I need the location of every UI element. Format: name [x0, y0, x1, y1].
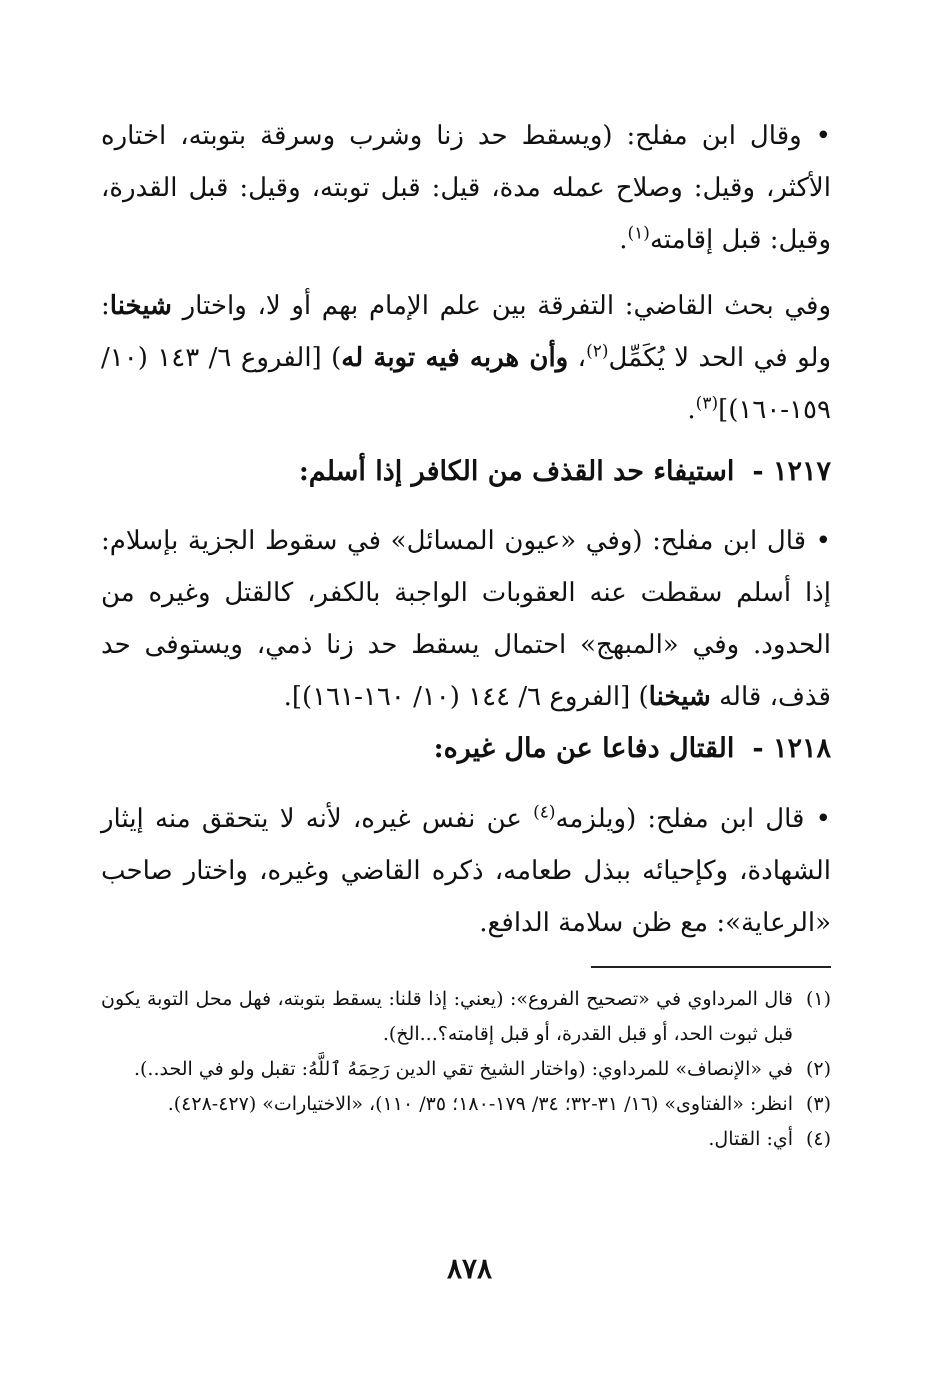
- section-heading-1218: [101, 729, 831, 769]
- footnote-text: قال المرداوي في «تصحيح الفروع»: (يعني: إذا قلنا: يسقط بتوبته، فهل محل التوبة يكون قبل ثبوت الحد، أو قبل القدرة، أو قبل إقامته؟...الخ).: [101, 988, 793, 1045]
- bold-term: شيخنا: [648, 682, 711, 712]
- footnote-text: أي: القتال.: [708, 1128, 793, 1150]
- bold-term: شيخنا: [109, 291, 172, 321]
- paragraph-qadi-research: وفي بحث القاضي: التفرقة بين علم الإمام بهم أو لا، واختار شيخنا: ولو في الحد لا يُكَمِّل$^{(٢)}$، وأن هربه فيه توبة له) [الفروع ٦/ ١٤٣ (١٠/ ١٥٩-١٦٠)]$^{(٣)}$.: [101, 291, 832, 425]
- paragraph-qadhf-kafir: • قال ابن مفلح: (وفي «عيون المسائل» في سقوط الجزية بإسلام: إذا أسلم سقطت عنه العقوبات الواجبة بالكفر، كالقتل وغيره من الحدود. وفي «المبهج» احتمال يسقط حد زنا ذمي، ويستوفى حد قذف، قاله شيخنا) [الفروع ٦/ ١٤٤ (١٠/ ١٦٠-١٦١)].: [101, 526, 831, 712]
- footnote-item: [101, 1122, 831, 1157]
- footnotes: [101, 982, 831, 1157]
- footnote-item: [101, 982, 831, 1052]
- footnote-mark: (٤): [805, 1128, 831, 1150]
- section-number: ١٢١٨ -: [752, 733, 831, 764]
- page-number: ٨٧٨: [446, 1252, 493, 1285]
- footnote-mark: (٢): [805, 1058, 831, 1080]
- footnote-ref[interactable]: (٢): [586, 341, 609, 362]
- paragraph-defense-property: • قال ابن مفلح: (ويلزمه$^{(٤)}$ عن نفس غيره، لأنه لا يتحقق منه إيثار الشهادة، وكإحيائه ببذل طعامه، ذكره القاضي وغيره، واختار صاحب «الرعاية»: مع ظن سلامة الدافع.: [101, 802, 831, 938]
- footnote-text: في «الإنصاف» للمرداوي: (واختار الشيخ تقي الدين رَحِمَهُ ٱللَّهُ: تقبل ولو في الحد..).: [133, 1058, 793, 1080]
- footnote-mark: (٣): [805, 1093, 831, 1115]
- section-number: ١٢١٧ -: [752, 456, 831, 487]
- footnote-item: [101, 1087, 831, 1122]
- footnote-item: [101, 1052, 831, 1087]
- footnote-ref[interactable]: (٣): [695, 393, 719, 414]
- footnote-text: انظر: «الفتاوى» (١٦/ ٣١-٣٢؛ ٣٤/ ١٧٩-١٨٠؛ ٣٥/ ١١٠)، «الاختيارات» (٤٢٧-٤٢٨).: [167, 1093, 793, 1115]
- paragraph-hadd-tawba: • وقال ابن مفلح: (ويسقط حد زنا وشرب وسرقة بتوبته، اختاره الأكثر، وقيل: وصلاح عمله مدة، قيل: قبل توبته، وقيل: قبل القدرة، وقيل: قبل إقامته$^{(١)}$.: [101, 121, 831, 255]
- footnote-ref[interactable]: (٤): [533, 802, 556, 823]
- section-heading-1217: [101, 452, 831, 492]
- footnote-mark: (١): [805, 988, 831, 1010]
- footnote-ref[interactable]: (١): [627, 223, 650, 244]
- bold-phrase: وأن هربه فيه توبة له: [341, 343, 569, 373]
- section-title: القتال دفاعا عن مال غيره:: [433, 733, 735, 764]
- section-title: استيفاء حد القذف من الكافر إذا أسلم:: [298, 456, 735, 487]
- footnote-separator: [591, 966, 831, 968]
